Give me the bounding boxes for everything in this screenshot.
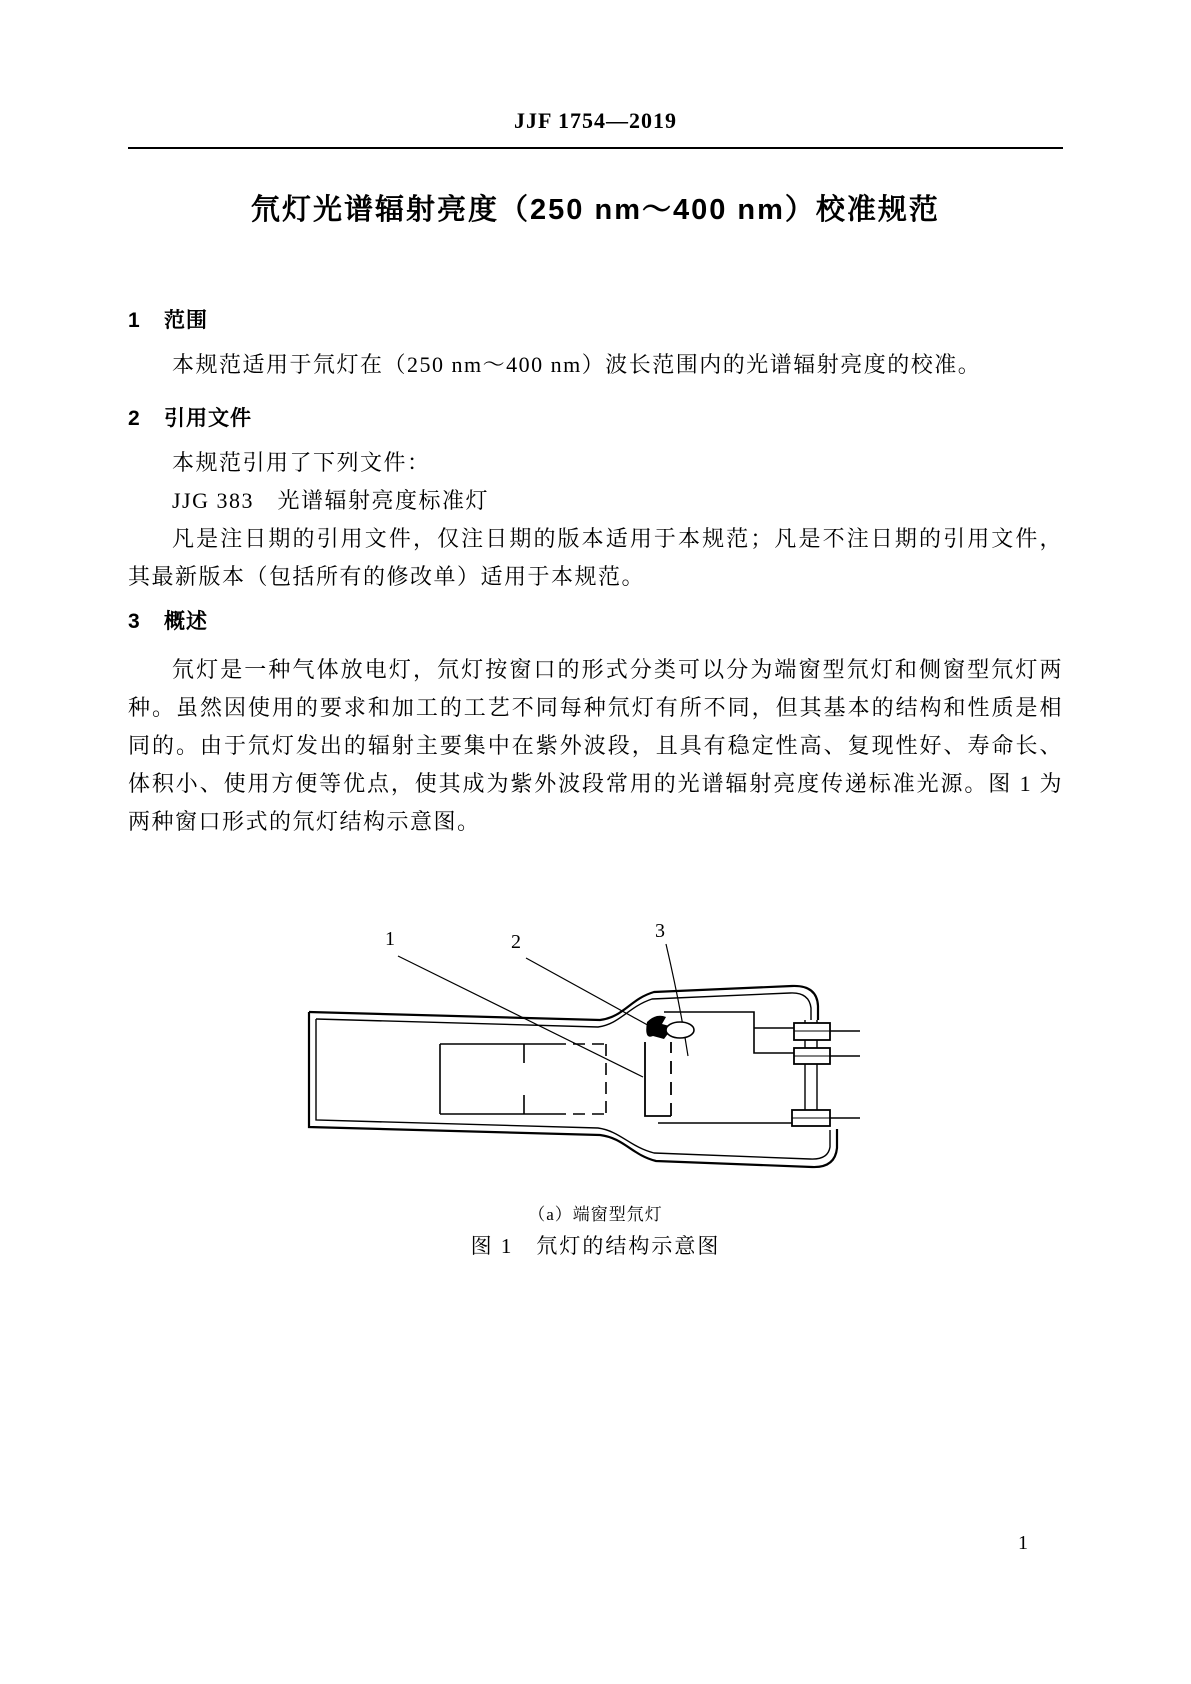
pin-seal-midlines xyxy=(792,1031,830,1118)
section-3-heading xyxy=(128,605,1063,635)
figure-subcaption: （a）端窗型氘灯 xyxy=(528,1205,663,1224)
lead-wires xyxy=(830,1031,860,1118)
section-2-paragraph-1: 本规范引用了下列文件： xyxy=(172,450,431,475)
section-2-body xyxy=(128,444,1063,596)
section-1-title: 范围 xyxy=(164,309,208,332)
section-2-title: 引用文件 xyxy=(164,407,252,430)
figure-1 xyxy=(300,920,860,1171)
electrode-box-dashed xyxy=(440,1044,606,1114)
section-2-reference-item: JJG 383 光谱辐射亮度标准灯 xyxy=(172,488,490,513)
section-2-heading xyxy=(128,402,1063,432)
figure-caption: 图 1 氘灯的结构示意图 xyxy=(470,1234,721,1258)
page-content xyxy=(128,0,1063,1261)
section-3-title: 概述 xyxy=(164,610,208,633)
page-number: 1 xyxy=(1018,1532,1028,1554)
figure-part-label-2: 2 xyxy=(511,931,521,953)
figure-part-label-3: 3 xyxy=(655,920,665,942)
section-1-number: 1 xyxy=(128,309,141,332)
discharge-opening xyxy=(666,1022,694,1038)
deuterium-lamp-diagram xyxy=(300,926,860,1171)
lamp-envelope xyxy=(309,986,837,1167)
section-2-number: 2 xyxy=(128,407,141,430)
section-1-paragraph: 本规范适用于氘灯在（250 nm～400 nm）波长范围内的光谱辐射亮度的校准。 xyxy=(172,352,982,377)
figure-part-label-1: 1 xyxy=(385,928,395,950)
header-divider-line xyxy=(128,147,1063,149)
section-2-paragraph-2: 凡是注日期的引用文件，仅注日期的版本适用于本规范；凡是不注日期的引用文件，其最新版本（包括所有的修改单）适用于本规范。 xyxy=(128,526,1063,589)
section-3-number: 3 xyxy=(128,610,141,633)
section-3-paragraph: 氘灯是一种气体放电灯，氘灯按窗口的形式分类可以分为端窗型氘灯和侧窗型氘灯两种。虽然因使用的要求和加工的工艺不同每种氘灯有所不同，但其基本的结构和性质是相同的。由于氘灯发出的辐射主要集中在紫外波段，且具有稳定性高、复现性好、寿命长、体积小、使用方便等优点，使其成为紫外波段常用的光谱辐射亮度传递标准光源。图 1 为两种窗口形式的氘灯结构示意图。 xyxy=(128,657,1063,834)
anode-plate xyxy=(645,1042,671,1116)
document-code-header: JJF 1754—2019 xyxy=(513,108,678,133)
section-1-heading xyxy=(128,304,1063,334)
document-title: 氘灯光谱辐射亮度（250 nm～400 nm）校准规范 xyxy=(251,194,940,226)
pin-seals xyxy=(792,1023,830,1126)
